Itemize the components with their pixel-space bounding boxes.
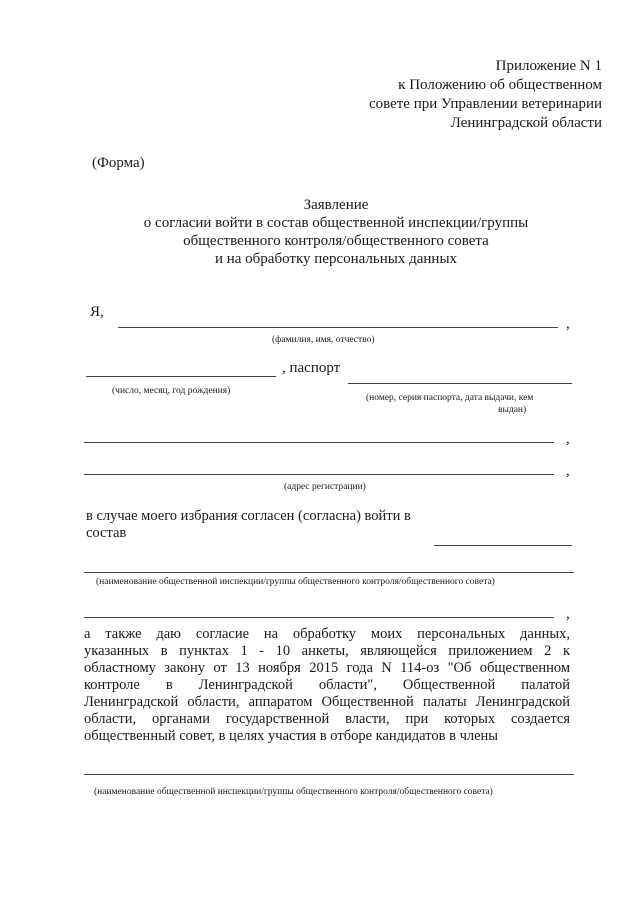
election-text-2: состав — [86, 525, 127, 541]
org-continuation-line[interactable] — [84, 617, 554, 618]
address-caption: (адрес регистрации) — [284, 482, 366, 492]
org-line-full[interactable] — [84, 572, 574, 573]
passport-label: , паспорт — [282, 360, 341, 376]
election-text-1: в случае моего избрания согласен (согласна) войти в — [86, 508, 411, 524]
birth-caption: (число, месяц, год рождения) — [112, 386, 231, 396]
org-caption-1: (наименование общественной инспекции/группы общественного контроля/общественного совета) — [96, 577, 495, 587]
form-label: (Форма) — [92, 155, 145, 171]
annex-line-1: Приложение N 1 — [495, 58, 602, 74]
passport-caption-2: выдан) — [498, 405, 527, 415]
consent-line-5: Ленинградской области, аппаратом Общественной палаты Ленинградской — [84, 694, 570, 710]
org-line-short[interactable] — [434, 545, 572, 546]
consent-line-7: общественный совет, в целях участия в отборе кандидатов в члены — [84, 728, 499, 744]
consent-line-2: указанных в пунктах 1 - 10 анкеты, являющейся приложением 2 к — [84, 643, 570, 659]
address-comma-2: , — [566, 463, 570, 479]
fio-line[interactable] — [118, 327, 558, 328]
annex-line-3: совете при Управлении ветеринарии — [368, 96, 602, 112]
passport-line[interactable] — [348, 383, 572, 384]
annex-line-4: Ленинградской области — [450, 115, 602, 131]
address-comma-1: , — [566, 431, 570, 447]
consent-line-3: областному закону от 13 ноября 2015 года N 114-оз "Об общественном — [84, 660, 570, 676]
consent-line-6: области, органами государственной власти, при которых создается — [84, 711, 570, 727]
address-line-2[interactable] — [84, 474, 554, 475]
consent-line-4: контроле в Ленинградской области", Общественной палатой — [84, 677, 570, 693]
consent-line-1: а также даю согласие на обработку моих персональных данных, — [84, 626, 570, 642]
org-line-final[interactable] — [84, 774, 574, 775]
title-line-2: о согласии войти в состав общественной инспекции/группы — [143, 215, 529, 231]
org-caption-2: (наименование общественной инспекции/группы общественного контроля/общественного совета) — [94, 787, 493, 797]
title-line-1: Заявление — [303, 197, 369, 213]
fio-comma: , — [566, 316, 570, 332]
passport-caption-1: (номер, серия паспорта, дата выдачи, кем — [366, 393, 534, 403]
address-line-1[interactable] — [84, 442, 554, 443]
i-label: Я, — [90, 304, 104, 320]
org-comma: , — [566, 606, 570, 622]
annex-line-2: к Положению об общественном — [398, 77, 602, 93]
birth-date-line[interactable] — [86, 376, 276, 377]
title-line-4: и на обработку персональных данных — [214, 251, 458, 267]
fio-caption: (фамилия, имя, отчество) — [272, 335, 375, 345]
title-line-3: общественного контроля/общественного совета — [183, 233, 489, 249]
